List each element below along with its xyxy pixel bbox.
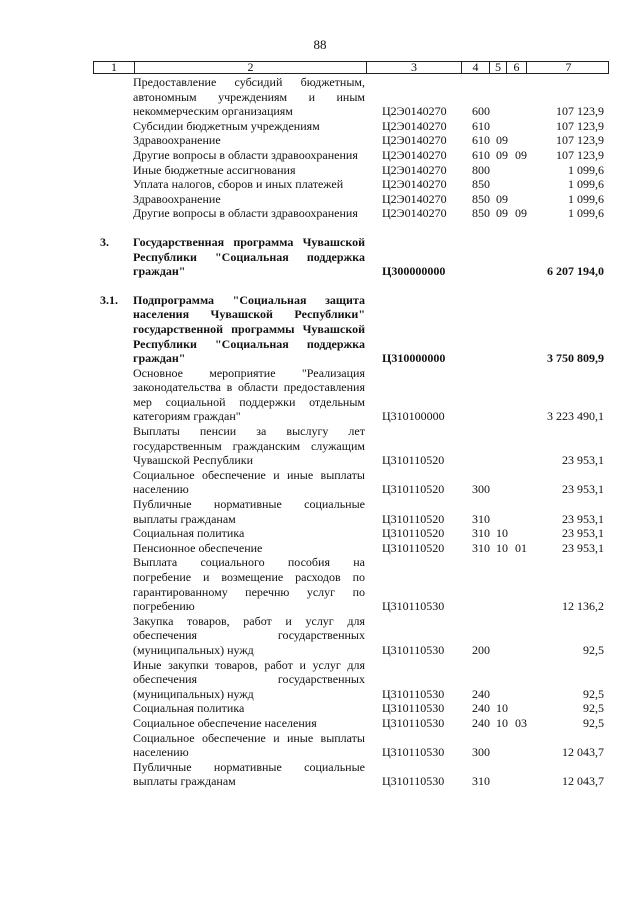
row-name: Иные бюджетные ассигнования xyxy=(133,162,296,177)
row-values xyxy=(0,687,640,702)
row-values xyxy=(0,526,640,541)
row-values xyxy=(0,177,640,192)
table-row xyxy=(0,133,640,148)
section: 09 xyxy=(496,147,508,162)
row-values xyxy=(0,745,640,760)
row-values xyxy=(0,512,640,527)
row-name: Публичные нормативные социальные выплаты гражданам xyxy=(133,497,365,526)
table-row xyxy=(0,497,640,526)
header-col-4: 4 xyxy=(462,61,490,74)
amount: 92,5 xyxy=(583,715,604,730)
expense-type: 850 xyxy=(472,206,490,221)
row-name: Основное мероприятие "Реализация законодательства в области предоставления мер социальной поддержки отдельным категориям граждан" xyxy=(133,365,365,424)
amount: 1 099,6 xyxy=(568,206,604,221)
amount: 23 953,1 xyxy=(562,526,604,541)
row-name: Социальное обеспечение населения xyxy=(133,715,317,730)
row-values xyxy=(0,716,640,731)
row-name: Иные закупки товаров, работ и услуг для обеспечения государственных (муниципальных) нужд xyxy=(133,657,365,701)
target-code: Ц310110520 xyxy=(382,540,445,555)
target-code: Ц2Э0140270 xyxy=(382,147,447,162)
target-code: Ц2Э0140270 xyxy=(382,177,447,192)
expense-type: 240 xyxy=(472,701,490,716)
header-col-7: 7 xyxy=(565,60,572,74)
row-values xyxy=(0,482,640,497)
amount: 23 953,1 xyxy=(562,511,604,526)
row-values xyxy=(0,163,640,178)
target-code: Ц310110530 xyxy=(382,686,445,701)
target-code: Ц310000000 xyxy=(382,351,446,366)
amount: 12 043,7 xyxy=(562,745,604,760)
target-code: Ц310110530 xyxy=(382,599,445,614)
expense-type: 240 xyxy=(472,715,490,730)
table-row xyxy=(0,716,640,731)
table-row xyxy=(0,731,640,760)
header-col-3: 3 xyxy=(367,61,462,74)
section: 10 xyxy=(496,540,508,555)
row-values xyxy=(0,133,640,148)
section: 10 xyxy=(496,701,508,716)
row-values xyxy=(0,104,640,119)
amount: 3 750 809,9 xyxy=(547,351,604,366)
subsection: 09 xyxy=(515,206,527,221)
table-row xyxy=(0,555,640,613)
section: 09 xyxy=(496,191,508,206)
row-values xyxy=(0,148,640,163)
expense-type: 310 xyxy=(472,540,490,555)
expense-type: 300 xyxy=(472,745,490,760)
table-row xyxy=(0,760,640,789)
target-code: Ц310110530 xyxy=(382,642,445,657)
amount: 92,5 xyxy=(583,642,604,657)
row-name: Субсидии бюджетным учреждениям xyxy=(133,118,320,133)
row-name: Выплаты пенсии за выслугу лет государственным гражданским служащим Чувашской Республики xyxy=(133,424,365,468)
table-row xyxy=(0,75,640,119)
header-col-6: 6 xyxy=(507,61,527,74)
expense-type: 310 xyxy=(472,774,490,789)
table-row xyxy=(0,163,640,178)
target-code: Ц310110530 xyxy=(382,745,445,760)
row-values xyxy=(0,701,640,716)
target-code: Ц310110520 xyxy=(382,526,445,541)
amount: 107 123,9 xyxy=(556,147,604,162)
amount: 1 099,6 xyxy=(568,177,604,192)
header-col-2: 2 xyxy=(135,61,367,74)
row-name: Уплата налогов, сборов и иных платежей xyxy=(133,177,344,192)
expense-type: 610 xyxy=(472,147,490,162)
target-code: Ц2Э0140270 xyxy=(382,118,447,133)
amount: 1 099,6 xyxy=(568,191,604,206)
amount: 23 953,1 xyxy=(562,540,604,555)
amount: 23 953,1 xyxy=(562,453,604,468)
header-col-1: 1 xyxy=(94,61,135,74)
row-name: Другие вопросы в области здравоохранения xyxy=(133,147,358,162)
table-header xyxy=(93,61,609,74)
page-number: 88 xyxy=(313,37,327,52)
row-name: Социальное обеспечение и иные выплаты населению xyxy=(133,730,365,760)
target-code: Ц310110530 xyxy=(382,715,445,730)
table-row xyxy=(0,293,640,366)
row-name: Предоставление субсидий бюджетным, автономным учреждениям и иным некоммерческим организациям xyxy=(133,75,365,119)
table-row xyxy=(0,148,640,163)
section: 10 xyxy=(496,715,508,730)
row-name: Подпрограмма "Социальная защита населения Чувашской Республики" государственной программы Чувашской Республики "Социальная поддержка граждан" xyxy=(133,292,365,366)
table-row xyxy=(0,658,640,702)
table-row xyxy=(0,614,640,658)
target-code: Ц310110520 xyxy=(382,453,445,468)
row-name: Социальное обеспечение и иные выплаты населению xyxy=(133,467,365,497)
expense-type: 850 xyxy=(472,191,490,206)
row-values xyxy=(0,774,640,789)
row-number: 3.1. xyxy=(100,292,118,307)
row-name: Здравоохранение xyxy=(133,191,221,206)
table-row xyxy=(0,366,640,424)
table-row xyxy=(0,701,640,716)
section: 09 xyxy=(496,133,508,148)
amount: 3 223 490,1 xyxy=(547,409,604,424)
amount: 107 123,9 xyxy=(556,118,604,133)
row-values xyxy=(0,264,640,279)
amount: 6 207 194,0 xyxy=(547,264,604,279)
row-values xyxy=(0,541,640,556)
table-row xyxy=(0,192,640,207)
header-col-5: 5 xyxy=(490,61,507,74)
amount: 12 043,7 xyxy=(562,774,604,789)
expense-type: 310 xyxy=(472,511,490,526)
table-row xyxy=(0,119,640,134)
table-row xyxy=(0,541,640,556)
row-name: Публичные нормативные социальные выплаты гражданам xyxy=(133,759,365,789)
row-name: Выплата социального пособия на погребение и возмещение расходов по гарантированному перечню услуг по погребению xyxy=(133,555,365,614)
target-code: Ц2Э0140270 xyxy=(382,162,447,177)
row-name: Социальная политика xyxy=(133,701,245,716)
amount: 12 136,2 xyxy=(562,599,604,614)
target-code: Ц2Э0140270 xyxy=(382,191,447,206)
subsection: 01 xyxy=(515,540,527,555)
row-name: Другие вопросы в области здравоохранения xyxy=(133,206,358,221)
expense-type: 300 xyxy=(472,482,490,497)
amount: 92,5 xyxy=(583,686,604,701)
amount: 107 123,9 xyxy=(556,133,604,148)
row-values xyxy=(0,192,640,207)
table-row xyxy=(0,235,640,279)
target-code: Ц2Э0140270 xyxy=(382,133,447,148)
expense-type: 850 xyxy=(472,177,490,192)
row-values xyxy=(0,409,640,424)
expense-type: 240 xyxy=(472,686,490,701)
amount: 23 953,1 xyxy=(562,482,604,497)
row-name: Закупка товаров, работ и услуг для обеспечения государственных (муниципальных) нужд xyxy=(133,613,365,657)
target-code: Ц300000000 xyxy=(382,264,446,279)
subsection: 09 xyxy=(515,147,527,162)
table-row xyxy=(0,526,640,541)
target-code: Ц2Э0140270 xyxy=(382,104,447,119)
section: 09 xyxy=(496,206,508,221)
row-values xyxy=(0,351,640,366)
expense-type: 800 xyxy=(472,162,490,177)
target-code: Ц310110530 xyxy=(382,774,445,789)
table-row xyxy=(0,206,640,221)
expense-type: 610 xyxy=(472,133,490,148)
row-name: Государственная программа Чувашской Республики "Социальная поддержка граждан" xyxy=(133,234,365,279)
row-name: Здравоохранение xyxy=(133,133,221,148)
target-code: Ц2Э0140270 xyxy=(382,206,447,221)
row-spacer xyxy=(0,221,640,235)
target-code: Ц310110520 xyxy=(382,482,445,497)
section: 10 xyxy=(496,526,508,541)
row-values xyxy=(0,206,640,221)
row-values xyxy=(0,453,640,468)
expense-type: 310 xyxy=(472,526,490,541)
table-body xyxy=(0,75,640,789)
table-row xyxy=(0,468,640,497)
subsection: 03 xyxy=(515,715,527,730)
expense-type: 200 xyxy=(472,642,490,657)
expense-type: 610 xyxy=(472,118,490,133)
amount: 107 123,9 xyxy=(556,104,604,119)
row-name: Пенсионное обеспечение xyxy=(133,540,263,555)
row-values xyxy=(0,599,640,614)
row-number: 3. xyxy=(100,234,109,249)
row-name: Социальная политика xyxy=(133,526,245,541)
expense-type: 600 xyxy=(472,104,490,119)
row-values xyxy=(0,119,640,134)
row-spacer xyxy=(0,279,640,293)
target-code: Ц310110530 xyxy=(382,701,445,716)
table-row xyxy=(0,177,640,192)
amount: 92,5 xyxy=(583,701,604,716)
table-row xyxy=(0,424,640,468)
target-code: Ц310100000 xyxy=(382,409,445,424)
amount: 1 099,6 xyxy=(568,162,604,177)
target-code: Ц310110520 xyxy=(382,511,445,526)
row-values xyxy=(0,643,640,658)
